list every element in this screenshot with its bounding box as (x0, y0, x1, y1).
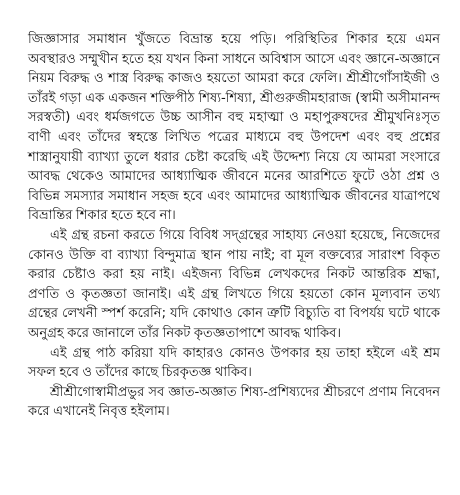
paragraph-1: জিজ্ঞাসার সমাধান খুঁজতে বিভ্রান্ত হয়ে পড়ি। পরিস্থিতির শিকার হয়ে এমন অবস্থারও সম্মুখীন হতে হয় যখন কিনা সাধনে অবিশ্বাস আসে এবং জ্ঞানে-অজ্ঞানে নিয়ম বিরুদ্ধ ও শাস্ত্র বিরুদ্ধ কাজও হয়তো আমরা করে ফেলি। শ্রীশ্রীগোঁসাইজী ও তাঁরই গড়া এক একজন শক্তিপীঠ শিষ্য-শিষ্যা, শ্রীগুরুজীমহারাজ (স্বামী অসীমানন্দ সরস্বতী) এবং ধর্মজগতে উচ্চ আসীন বহু মহাত্মা ও মহাপুরুষদের শ্রীমুখনিঃসৃত বাণী এবং তাঁদের স্বহস্তে লিখিত পত্রের মাধ্যমে বহু উপদেশ এবং বহু প্রশ্নের শাস্ত্রানুযায়ী ব্যাখ্যা তুলে ধরার চেষ্টা করেছি এই উদ্দেশ্য নিয়ে যে আমরা সংসারে আবদ্ধ থেকেও আমাদের আধ্যাত্মিক জীবনে মনের আরশিতে ফুটে ওঠা প্রশ্ন ও বিভিন্ন সমস্যার সমাধান সহজ হবে এবং আমাদের আধ্যাত্মিক জীবনের যাত্রাপথে বিভ্রান্তির শিকার হতে হবে না। (28, 32, 440, 224)
document-page (28, 30, 440, 490)
paragraph-4: শ্রীশ্রীগোস্বামীপ্রভুর সব জ্ঞাত-অজ্ঞাত শিষ্য-প্রশিষ্যদের শ্রীচরণে প্রণাম নিবেদন করে এখানেই নিবৃত্ত হইলাম। (28, 384, 440, 420)
paragraph-3: এই গ্রন্থ পাঠ করিয়া যদি কাহারও কোনও উপকার হয় তাহা হইলে এই শ্রম সফল হবে ও তাঁদের কাছে চিরকৃতজ্ঞ থাকিব। (28, 345, 440, 381)
paragraph-2: এই গ্রন্থ রচনা করতে গিয়ে বিবিধ সদ্গ্রন্থের সাহায্য নেওয়া হয়েছে, নিজেদের কোনও উক্তি বা ব্যাখ্যা বিন্দুমাত্র স্থান পায় নাই; বা মূল বক্তব্যের সারাংশ বিকৃত করার চেষ্টাও করা হয় নাই। এইজন্য বিভিন্ন লেখকদের নিকট আন্তরিক শ্রদ্ধা, প্রণতি ও কৃতজ্ঞতা জানাই। এই গ্রন্থ লিখতে গিয়ে হয়তো কোন মূল্যবান তথ্য গ্রন্থের লেখনী স্পর্শ করেনি; যদি কোথাও কোন ত্রুটি বিচ্যুতি বা বিপর্যয় ঘটে থাকে অনুগ্রহ করে জানালে তাঁর নিকট কৃতজ্ঞতাপাশে আবদ্ধ থাকিব। (28, 227, 440, 341)
